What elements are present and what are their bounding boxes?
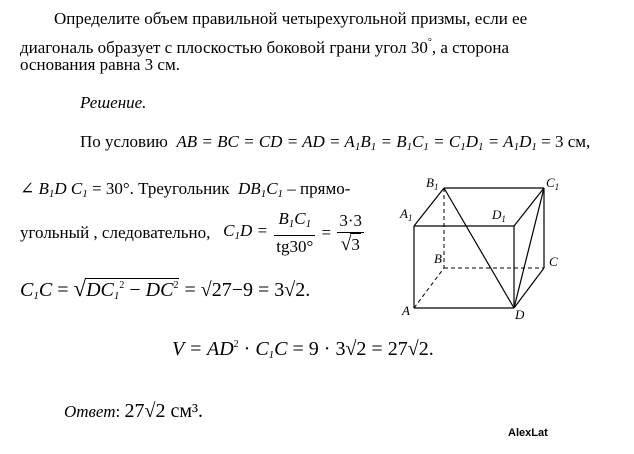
c1c-equation: $C_1C = √DC_1^2 - DC^2 = √27-9 = 3√2$. (20, 276, 311, 302)
label-c: C (549, 254, 558, 269)
label-c1: $C_1$ (546, 175, 560, 192)
condition-line: По условию AB = BC = CD = AD = $A_1B_1 = B_1C_1 = C_1D_1 = A_1D_1 = 3$ см, (80, 132, 591, 153)
label-a1: $A_1$ (400, 206, 413, 223)
diagonal-c1-d (514, 188, 544, 308)
angle-line: ∠ $B_1D$ $C_1 = 30^\circ$. Треугольник $DB_1C_1$ – прямо- (20, 179, 351, 200)
label-d1: $D_1$ (492, 207, 506, 224)
problem-line-2: диагональ образует с плоскостью боковой грани угол 30°, а сторона (20, 37, 510, 57)
problem-line-1: Определите объем правильной четырехугольной призмы, если ее (54, 9, 528, 28)
diagonal-b1-d (444, 188, 514, 308)
prism-figure (398, 172, 574, 322)
label-a: A (402, 303, 410, 318)
author-credit: AlexLat (508, 427, 548, 439)
fraction-line: угольный , следовательно, $C_1D$ = $\frac{B_1C_1}{tg30^\circ}$ = $\frac{3\cdot 3}{√3}$ (20, 209, 363, 256)
hidden-edge-a-b (414, 268, 444, 308)
edge-a1-b1 (414, 188, 444, 226)
volume-equation: $V = AD^2 \cdot C_1C = 9 \cdot 3√2 = 27√2$. (172, 338, 434, 361)
fraction-3-root3: $\frac{3\cdot 3}{√3}$ (339, 211, 363, 255)
fraction-bc-tg: $\frac{B_1C_1}{tg30^\circ}$ (276, 209, 314, 256)
label-d: D (515, 307, 525, 322)
label-b1: $B_1$ (426, 175, 439, 192)
label-b: B (434, 251, 442, 266)
solution-heading: Решение. (80, 93, 147, 112)
answer-line: Ответ: 27√2 см³. (64, 400, 204, 422)
problem-line-3: основания равна 3 см. (20, 55, 180, 74)
